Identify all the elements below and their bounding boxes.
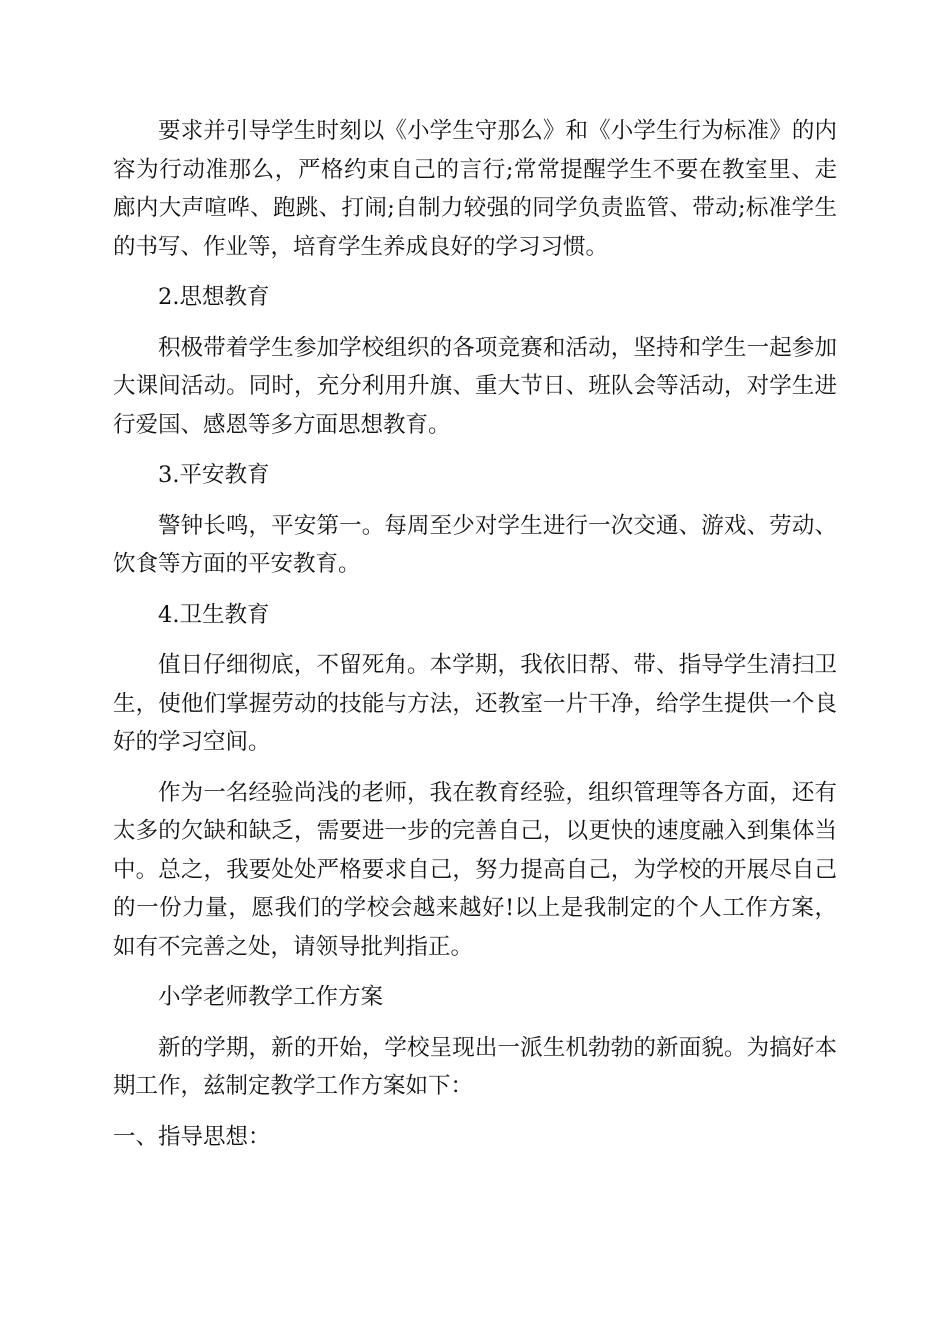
paragraph-ideological-education: 积极带着学生参加学校组织的各项竞赛和活动，坚持和学生一起参加大课间活动。同时，充分利用升旗、重大节日、班队会等活动，对学生进行爱国、感恩等多方面思想教育。 xyxy=(113,334,837,438)
heading-guiding-ideology: 一、指导思想： xyxy=(113,1123,271,1150)
paragraph-teaching-plan-intro: 新的学期，新的开始，学校呈现出一派生机勃勃的新面貌。为搞好本期工作，兹制定教学工作方案如下： xyxy=(113,1034,837,1099)
heading-hygiene-education: 4.卫生教育 xyxy=(158,601,270,628)
paragraph-hygiene-education: 值日仔细彻底，不留死角。本学期，我依旧帮、带、指导学生清扫卫生，使他们掌握劳动的技能与方法，还教室一片干净，给学生提供一个良好的学习空间。 xyxy=(113,652,837,755)
heading-safety-education: 3.平安教育 xyxy=(158,462,270,488)
paragraph-safety-education: 警钟长鸣，平安第一。每周至少对学生进行一次交通、游戏、劳动、饮食等方面的平安教育。 xyxy=(113,512,837,577)
heading-teaching-plan: 小学老师教学工作方案 xyxy=(158,984,384,1010)
paragraph-behavior-norms: 要求并引导学生时刻以《小学生守那么》和《小学生行为标准》的内容为行动准那么，严格约束自己的言行;常常提醒学生不要在教室里、走廊内大声喧哗、跑跳、打闹;自制力较强的同学负责监管、带动;标准学生的书写、作业等，培育学生养成良好的学习习惯。 xyxy=(113,118,837,260)
paragraph-conclusion: 作为一名经验尚浅的老师，我在教育经验，组织管理等各方面，还有太多的欠缺和缺乏，需要进一步的完善自己，以更快的速度融入到集体当中。总之，我要处处严格要求自己，努力提高自己，为学校的开展尽自己的一份力量，愿我们的学校会越来越好!以上是我制定的个人工作方案，如有不完善之处，请领导批判指正。 xyxy=(113,779,837,960)
heading-ideological-education: 2.思想教育 xyxy=(158,284,270,310)
